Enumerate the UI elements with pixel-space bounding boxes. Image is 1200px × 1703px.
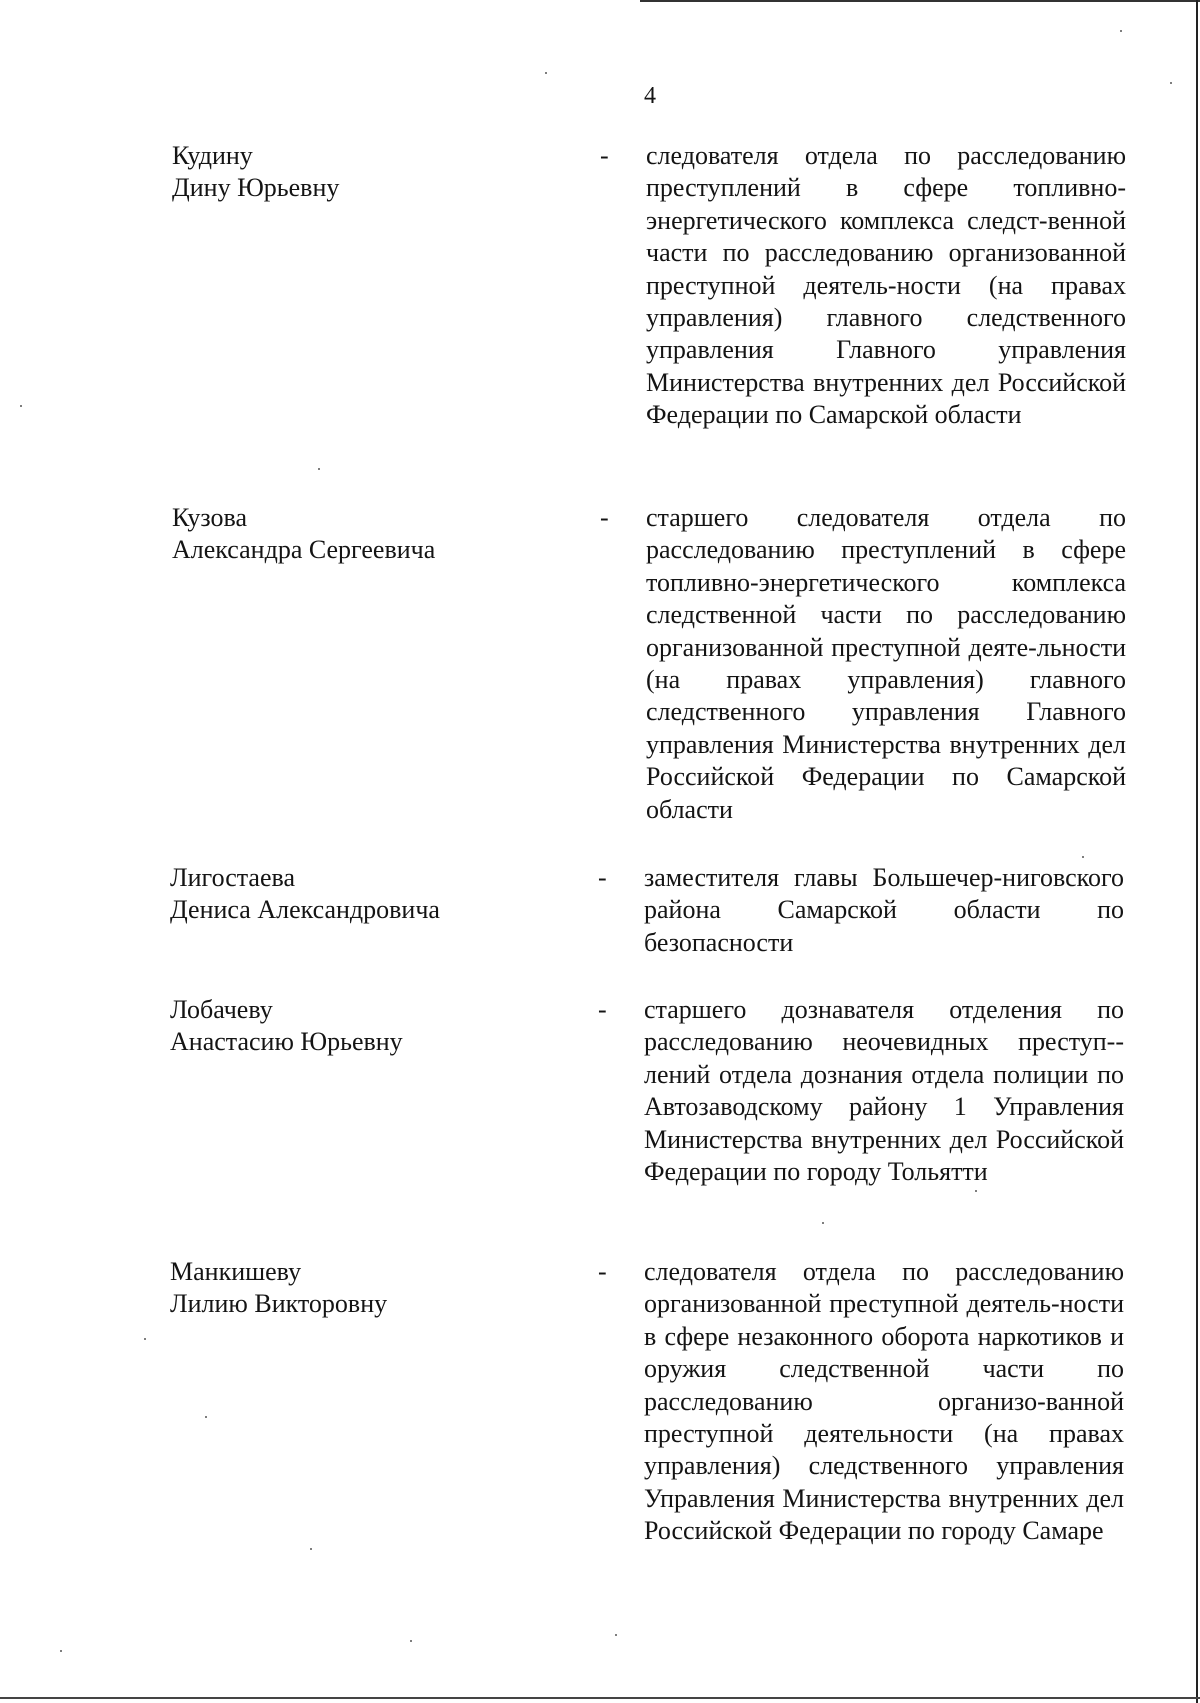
person-position: следователя отдела по расследованию организованной преступной деятель-ности в сфере незаконного оборота наркотиков и оружия следственной части по расследованию организо-ванной преступной деятельности (на правах управления) следственного управления Управления Министерства внутренних дел Российской Федерации по городу Самаре [644, 1257, 1124, 1546]
person-position: заместителя главы Большечер-ниговского района Самарской области по безопасности [644, 863, 1124, 957]
person-position: следователя отдела по расследованию преступлений в сфере топливно-энергетического комплекса следст-венной части по расследованию организованной преступной деятель-ности (на правах управления) главного следственного управления Главного управления Министерства внутренних дел Российской Федерации по Самарской области [646, 141, 1126, 430]
person-name [170, 862, 550, 927]
person-surname: Манкишеву [170, 1257, 302, 1286]
person-surname: Лигостаева [170, 863, 295, 892]
person-surname: Кузова [172, 503, 247, 532]
entry-dash: - [598, 995, 607, 1024]
scan-speck [545, 72, 547, 74]
scan-speck [310, 1548, 312, 1550]
person-given-names: Анастасию Юрьевну [170, 1027, 403, 1057]
person-name [172, 502, 552, 567]
scan-speck [410, 1640, 412, 1642]
scan-edge-top [640, 0, 1200, 2]
person-position: старшего следователя отдела по расследованию преступлений в сфере топливно-энергетического комплекса следственной части по расследованию организованной преступной деяте-льности (на правах управления) главного следственного управления Главного управления Министерства внутренних дел Российской Федерации по Самарской области [646, 503, 1126, 824]
scan-speck [318, 468, 320, 470]
scan-speck [615, 1634, 617, 1636]
entry-dash: - [598, 1257, 607, 1286]
scan-edge-bottom [0, 1697, 1200, 1699]
person-surname: Лобачеву [170, 995, 273, 1024]
person-given-names: Александра Сергеевича [172, 535, 436, 565]
person-name [170, 994, 550, 1059]
scan-speck [822, 1222, 824, 1224]
scan-speck [975, 1190, 977, 1192]
person-surname: Кудину [172, 141, 253, 170]
scan-speck [20, 405, 22, 407]
person-given-names: Дениса Александровича [170, 895, 440, 925]
scan-edge-right [1196, 0, 1198, 1703]
scan-speck [1082, 856, 1084, 858]
scan-speck [205, 1416, 207, 1418]
person-given-names: Дину Юрьевну [172, 173, 340, 203]
page-number: 4 [644, 83, 656, 109]
person-name [172, 140, 552, 205]
person-given-names: Лилию Викторовну [170, 1289, 388, 1319]
person-name [170, 1256, 550, 1321]
entry-dash: - [600, 503, 609, 532]
scan-speck [60, 1650, 62, 1652]
scan-speck [1120, 30, 1122, 32]
scan-speck [144, 1338, 146, 1340]
person-position: старшего дознавателя отделения по расследованию неочевидных преступ-лений отдела дознания отдела полиции по Автозаводскому району 1 Управления Министерства внутренних дел Российской Федерации по городу Тольятти [644, 995, 1124, 1187]
entry-dash: - [598, 863, 607, 892]
entry-dash: - [600, 141, 609, 170]
